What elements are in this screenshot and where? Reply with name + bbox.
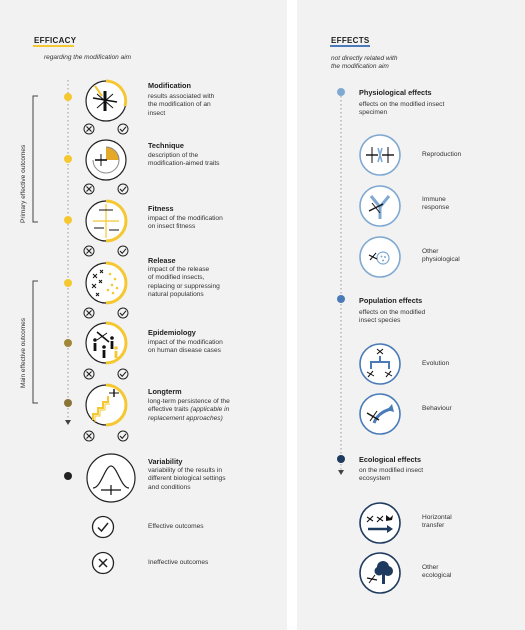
efficacy-subtitle: regarding the modification aim bbox=[44, 54, 132, 61]
group-label-primary: Primary effective outcomes bbox=[20, 144, 27, 223]
legend-effective-label: Effective outcomes bbox=[148, 523, 204, 530]
item-title-epidemiology: Epidemiology bbox=[148, 328, 196, 337]
other-ecological-label: Other ecological bbox=[422, 564, 452, 580]
item-desc-technique: description of the modification-aimed traits bbox=[148, 152, 220, 168]
evolution-label: Evolution bbox=[422, 360, 450, 367]
item-title-release: Release bbox=[148, 256, 176, 265]
group-desc-population: effects on the modified insect species bbox=[359, 309, 426, 325]
item-desc-longterm: long-term persistence of the effective traits (applicable in replacement approaches) bbox=[148, 398, 230, 422]
efficacy-title: EFFICACY bbox=[34, 36, 77, 45]
behaviour-icon bbox=[357, 391, 403, 437]
legend-ineffective-label: Ineffective outcomes bbox=[148, 559, 209, 566]
item-desc-variability: variability of the results in different biological settings and conditions bbox=[148, 467, 226, 491]
horizontal-transfer-label: Horizontal transfer bbox=[422, 514, 452, 530]
item-desc-modification: results associated with the modification of an insect bbox=[148, 93, 215, 117]
item-desc-epidemiology: impact of the modification on human disease cases bbox=[148, 339, 223, 355]
horizontal-transfer-icon bbox=[357, 500, 403, 546]
item-title-modification: Modification bbox=[148, 81, 191, 90]
item-desc-fitness: impact of the modification on insect fitness bbox=[148, 215, 223, 231]
item-title-fitness: Fitness bbox=[148, 204, 174, 213]
group-title-ecological: Ecological effects bbox=[359, 455, 422, 464]
group-title-physiological: Physiological effects bbox=[359, 88, 432, 97]
group-title-population: Population effects bbox=[359, 296, 423, 305]
immune-response-label: Immune response bbox=[422, 196, 450, 212]
evolution-icon bbox=[357, 341, 403, 387]
other-physiological-icon bbox=[357, 234, 403, 280]
item-title-longterm: Longterm bbox=[148, 387, 182, 396]
effects-title: EFFECTS bbox=[331, 36, 370, 45]
behaviour-label: Behaviour bbox=[422, 405, 452, 412]
group-label-main: Main effective outcomes bbox=[20, 318, 27, 388]
reproduction-icon bbox=[357, 132, 403, 178]
other-physiological-label: Other physiological bbox=[422, 248, 460, 264]
other-ecological-icon bbox=[357, 550, 403, 596]
item-title-variability: Variability bbox=[148, 457, 183, 466]
immune-response-icon bbox=[357, 183, 403, 229]
item-title-technique: Technique bbox=[148, 141, 184, 150]
group-desc-physiological: effects on the modified insect specimen bbox=[359, 101, 445, 117]
reproduction-label: Reproduction bbox=[422, 151, 462, 158]
group-desc-ecological: on the modified insect ecosystem bbox=[359, 467, 424, 483]
item-desc-release: impact of the release of modified insects, replacing or suppressing natural populations bbox=[148, 266, 220, 299]
effects-subtitle: not directly related with the modification aim bbox=[331, 55, 398, 70]
